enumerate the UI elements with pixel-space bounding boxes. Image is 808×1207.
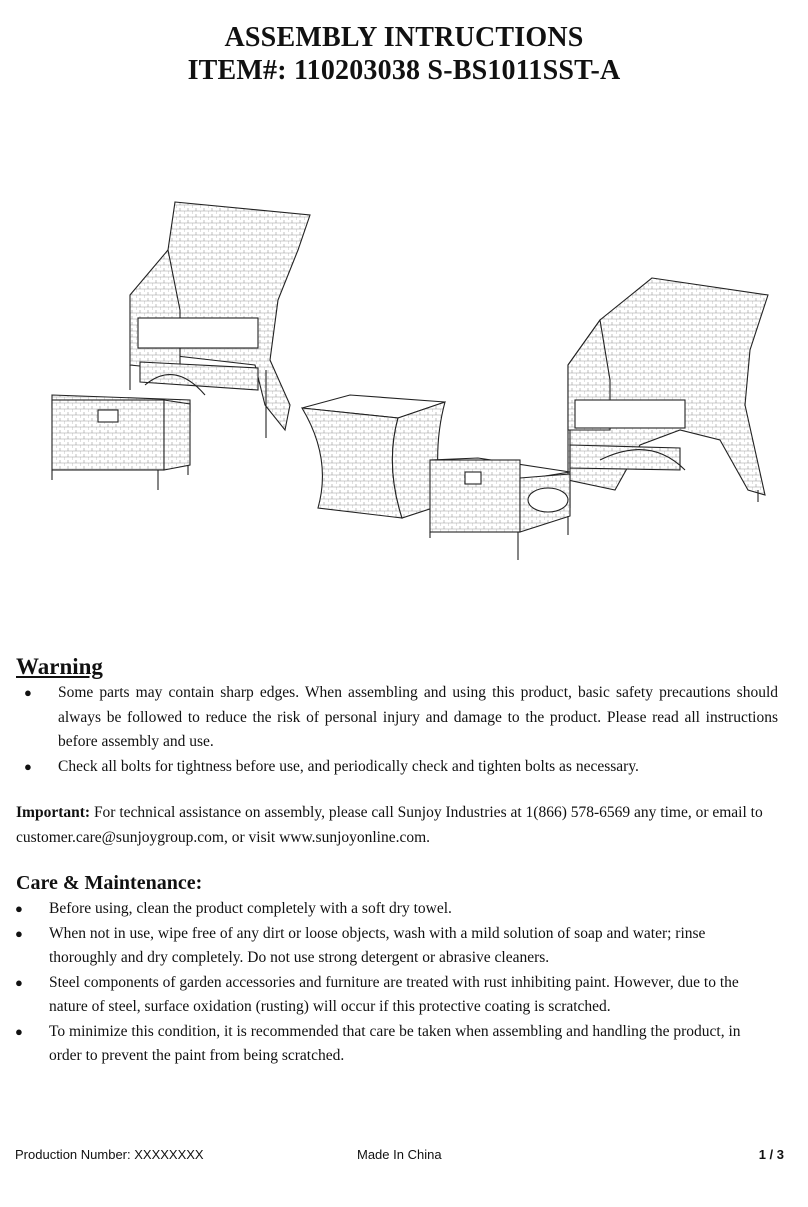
list-item: ● To minimize this condition, it is recommended that care be taken when assembling and handling the product, in order to prevent the paint from being scratched. xyxy=(49,1020,761,1069)
important-label: Important: xyxy=(16,804,91,821)
list-item: ● Steel components of garden accessories and furniture are treated with rust inhibiting paint. However, due to the nature of steel, surface oxidation (rusting) will occur if this protective coating is scratched. xyxy=(49,971,761,1020)
side-table-drawing xyxy=(302,395,445,518)
production-number: Production Number: XXXXXXXX xyxy=(15,1147,204,1162)
furniture-set-illustration xyxy=(40,190,780,570)
page-title-item-number: ITEM#: 110203038 S-BS1011SST-A xyxy=(187,55,621,86)
important-text: For technical assistance on assembly, please call Sunjoy Industries at 1(866) 578-6569 any time, or email to customer.care@sunjoygroup.com, or visit www.sunjoyonline.com. xyxy=(16,804,763,846)
care-heading: Care & Maintenance: xyxy=(16,872,203,894)
page-number: 1 / 3 xyxy=(758,1147,784,1162)
warning-heading: Warning xyxy=(16,654,103,679)
made-in: Made In China xyxy=(357,1147,442,1162)
right-ottoman-drawing xyxy=(430,458,570,560)
important-note xyxy=(16,801,786,850)
list-item: ● Check all bolts for tightness before use, and periodically check and tighten bolts as necessary. xyxy=(58,755,778,780)
list-item: ● Some parts may contain sharp edges. When assembling and using this product, basic safety precautions should always be followed to reduce the risk of personal injury and damage to the product. Please read all instructions before assembly and use. xyxy=(58,681,778,755)
page-title-line-1: ASSEMBLY INTRUCTIONS xyxy=(224,22,584,53)
list-item: ● Before using, clean the product completely with a soft dry towel. xyxy=(49,897,761,922)
left-ottoman-drawing xyxy=(52,395,190,490)
right-armchair-drawing xyxy=(568,278,768,508)
care-list xyxy=(49,897,761,1069)
warning-list xyxy=(58,681,778,779)
list-item: ● When not in use, wipe free of any dirt or loose objects, wash with a mild solution of soap and water; rinse thoroughly and dry completely. Do not use strong detergent or abrasive cleaners. xyxy=(49,922,761,971)
